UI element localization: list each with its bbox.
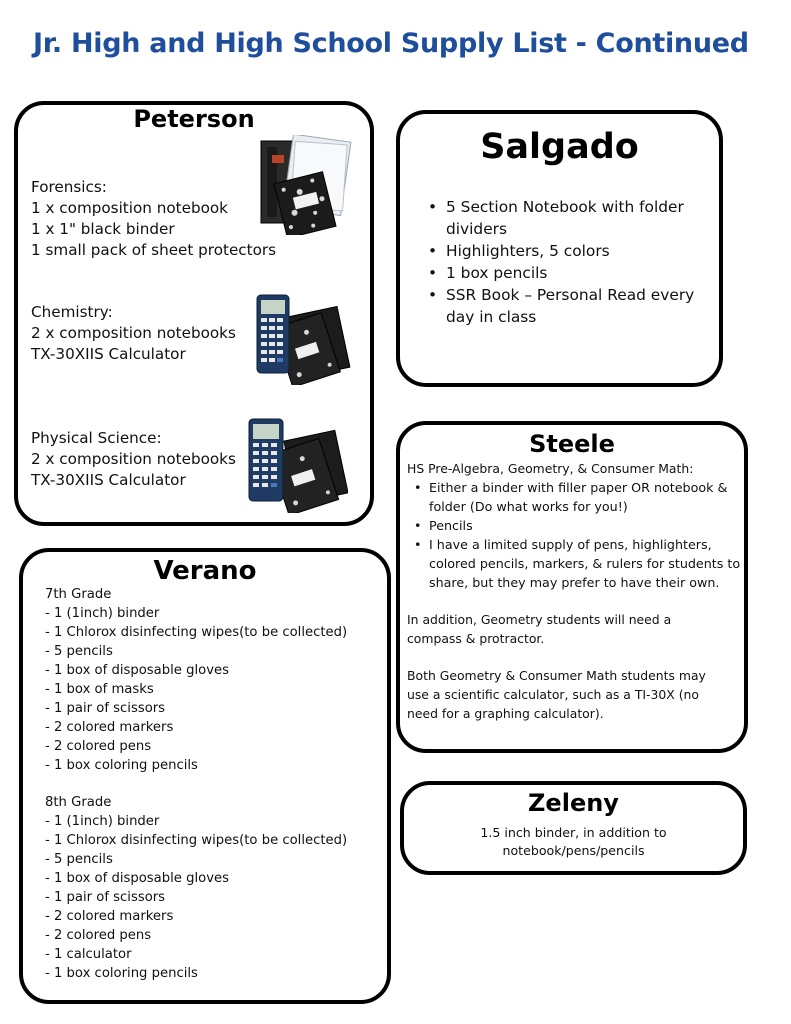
zeleny-card — [400, 781, 747, 875]
list-item: - 1 Chlorox disinfecting wipes(to be collected) — [45, 625, 348, 640]
list-item: • Highlighters, 5 colors — [418, 240, 708, 262]
list-item: - 5 pencils — [45, 644, 113, 659]
page-title: Jr. High and High School Supply List - Continued — [33, 28, 749, 59]
list-item: - 1 box coloring pencils — [45, 966, 198, 981]
peterson-card — [14, 101, 374, 526]
peterson-physical — [31, 428, 236, 491]
list-item: - 1 box coloring pencils — [45, 758, 198, 773]
forensics-item: 1 x 1" black binder — [31, 220, 175, 238]
verano-grade7 — [45, 585, 347, 775]
list-item: • Pencils — [407, 516, 745, 535]
list-item: - 1 Chlorox disinfecting wipes(to be collected) — [45, 833, 348, 848]
list-item: • I have a limited supply of pens, highlighters, colored pencils, markers, & rulers for students to share, but they may prefer to have their own. — [407, 535, 745, 592]
grade-title: 8th Grade — [45, 795, 112, 810]
steele-card — [396, 421, 748, 753]
steele-paragraph: In addition, Geometry students will need a compass & protractor. — [407, 612, 672, 646]
verano-grade8 — [45, 793, 347, 983]
chemistry-item: TX-30XIIS Calculator — [31, 345, 186, 363]
peterson-forensics — [31, 177, 276, 261]
binder-notebook-icon — [258, 135, 358, 235]
peterson-chemistry — [31, 302, 236, 365]
salgado-heading: Salgado — [480, 127, 639, 167]
forensics-label: Forensics: — [31, 178, 107, 196]
list-item: - 2 colored pens — [45, 739, 152, 754]
steele-intro: HS Pre-Algebra, Geometry, & Consumer Math: — [407, 461, 694, 476]
list-item: - 2 colored pens — [45, 928, 152, 943]
list-item: - 1 pair of scissors — [45, 701, 166, 716]
list-item: - 1 box of masks — [45, 682, 154, 697]
list-item: - 1 (1inch) binder — [45, 814, 160, 829]
list-item: - 1 box of disposable gloves — [45, 871, 229, 886]
verano-heading: Verano — [153, 556, 257, 586]
list-item: - 1 (1inch) binder — [45, 606, 160, 621]
chemistry-label: Chemistry: — [31, 303, 113, 321]
steele-paragraph: Both Geometry & Consumer Math students may use a scientific calculator, such as a TI-30X (no need for a graphing calculator). — [407, 668, 706, 721]
list-item: - 5 pencils — [45, 852, 113, 867]
physical-item: TX-30XIIS Calculator — [31, 471, 186, 489]
zeleny-line: 1.5 inch binder, in addition to — [480, 825, 667, 840]
zeleny-line: notebook/pens/pencils — [502, 843, 645, 858]
calculator-notebooks-icon — [244, 417, 348, 513]
chemistry-item: 2 x composition notebooks — [31, 324, 236, 342]
list-item: • Either a binder with filler paper OR notebook & folder (Do what works for you!) — [407, 478, 745, 516]
list-item: - 1 box of disposable gloves — [45, 663, 229, 678]
forensics-item: 1 small pack of sheet protectors — [31, 241, 277, 259]
list-item: - 1 pair of scissors — [45, 890, 166, 905]
calculator-notebooks-icon — [252, 293, 352, 385]
steele-list — [407, 478, 745, 592]
physical-item: 2 x composition notebooks — [31, 450, 236, 468]
zeleny-heading: Zeleny — [528, 789, 619, 817]
steele-body — [407, 459, 745, 723]
list-item: • SSR Book – Personal Read every day in class — [418, 284, 708, 328]
verano-card — [19, 548, 391, 1004]
list-item: - 2 colored markers — [45, 909, 174, 924]
list-item: • 5 Section Notebook with folder dividers — [418, 196, 708, 240]
steele-heading: Steele — [529, 430, 615, 458]
salgado-card — [396, 110, 723, 387]
list-item: • 1 box pencils — [418, 262, 708, 284]
zeleny-body — [404, 824, 743, 860]
forensics-item: 1 x composition notebook — [31, 199, 228, 217]
physical-label: Physical Science: — [31, 429, 162, 447]
salgado-list — [418, 196, 708, 328]
grade-title: 7th Grade — [45, 587, 112, 602]
list-item: - 1 calculator — [45, 947, 132, 962]
peterson-heading: Peterson — [133, 105, 255, 133]
list-item: - 2 colored markers — [45, 720, 174, 735]
